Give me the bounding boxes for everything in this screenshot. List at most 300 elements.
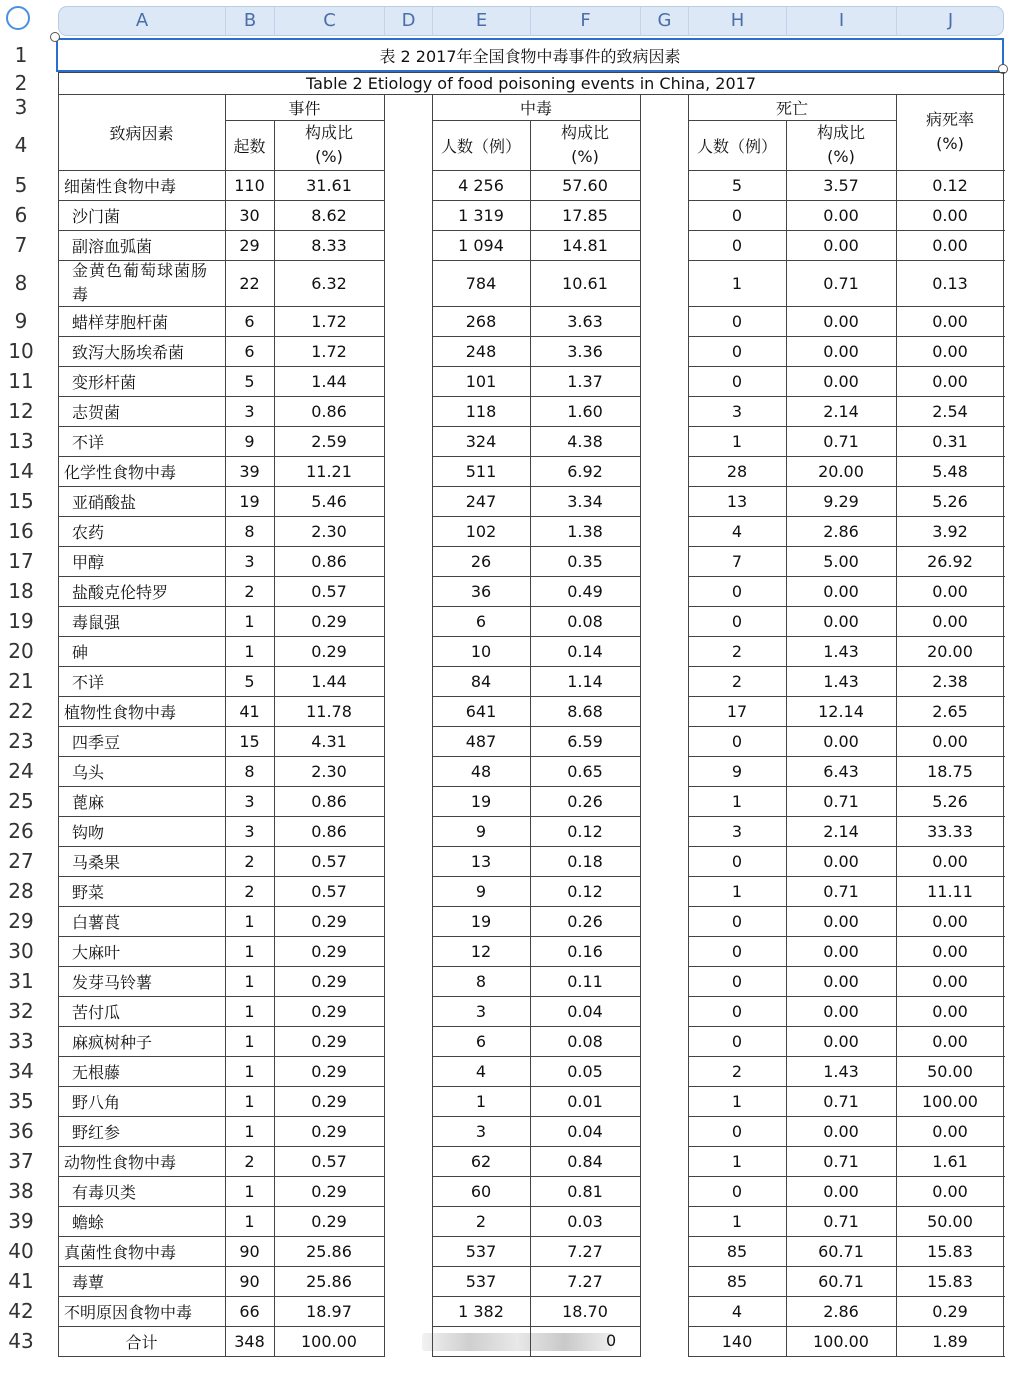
fatality-rate[interactable]: 15.83: [927, 1271, 973, 1291]
death-persons[interactable]: 5: [731, 175, 743, 195]
event-ratio[interactable]: 0.29: [311, 1181, 347, 1201]
poison-ratio[interactable]: 0.03: [567, 1211, 603, 1231]
death-ratio[interactable]: 0.71: [823, 1211, 859, 1231]
event-ratio[interactable]: 0.57: [311, 851, 347, 871]
event-ratio[interactable]: 4.31: [311, 731, 347, 751]
fatality-rate[interactable]: 0.00: [932, 731, 968, 751]
column-header-h[interactable]: H: [689, 7, 787, 35]
factor-label[interactable]: 盐酸克伦特罗: [72, 582, 169, 602]
fatality-rate[interactable]: 2.38: [932, 671, 968, 691]
death-ratio[interactable]: 12.14: [818, 701, 864, 721]
poison-ratio[interactable]: 0.81: [567, 1181, 603, 1201]
death-ratio[interactable]: 0.00: [823, 341, 859, 361]
death-ratio[interactable]: 1.43: [823, 641, 859, 661]
event-count[interactable]: 5: [244, 671, 255, 691]
factor-label[interactable]: 沙门菌: [72, 206, 121, 226]
fatality-rate[interactable]: 0.00: [932, 1001, 968, 1021]
row-header-18[interactable]: 18: [8, 579, 34, 603]
poison-persons[interactable]: 511: [465, 461, 497, 481]
event-ratio[interactable]: 11.78: [306, 701, 352, 721]
fatality-rate[interactable]: 20.00: [927, 641, 973, 661]
death-ratio[interactable]: 0.00: [823, 1031, 859, 1051]
poison-ratio[interactable]: 1.60: [567, 401, 603, 421]
event-ratio[interactable]: 2.59: [311, 431, 347, 451]
death-ratio[interactable]: 0.71: [823, 1151, 859, 1171]
event-ratio[interactable]: 0.86: [311, 401, 347, 421]
poison-ratio[interactable]: 8.68: [567, 701, 603, 721]
event-count[interactable]: 2: [244, 581, 255, 601]
poison-ratio[interactable]: 0.01: [567, 1091, 603, 1111]
event-count[interactable]: 90: [239, 1241, 260, 1261]
poison-ratio[interactable]: 3.36: [567, 341, 603, 361]
event-ratio[interactable]: 31.61: [306, 175, 352, 195]
category-label[interactable]: 化学性食物中毒: [64, 462, 177, 482]
poison-persons[interactable]: 48: [470, 761, 492, 781]
row-header-40[interactable]: 40: [8, 1239, 34, 1263]
factor-label[interactable]: 四季豆: [72, 732, 121, 752]
factor-label[interactable]: 金黄色葡萄球菌肠毒: [72, 261, 209, 304]
poison-ratio[interactable]: 0.16: [567, 941, 603, 961]
event-ratio[interactable]: 0.29: [311, 1061, 347, 1081]
poison-persons[interactable]: 487: [465, 731, 497, 751]
header-death-ratio[interactable]: 构成比 (%): [816, 123, 865, 166]
fatality-rate[interactable]: 0.00: [932, 311, 968, 331]
row-header-41[interactable]: 41: [8, 1269, 34, 1293]
poison-ratio[interactable]: 6.92: [567, 461, 603, 481]
row-header-33[interactable]: 33: [8, 1029, 34, 1053]
poison-persons[interactable]: 1 382: [458, 1301, 504, 1321]
category-label[interactable]: 真菌性食物中毒: [64, 1242, 177, 1262]
column-header-f[interactable]: F: [531, 7, 641, 35]
death-ratio[interactable]: 0.71: [823, 791, 859, 811]
death-persons[interactable]: 0: [731, 1031, 743, 1051]
row-header-32[interactable]: 32: [8, 999, 34, 1023]
event-count[interactable]: 15: [239, 731, 260, 751]
event-ratio[interactable]: 0.86: [311, 551, 347, 571]
poison-persons[interactable]: 8: [475, 971, 487, 991]
poison-persons[interactable]: 13: [470, 851, 492, 871]
death-persons[interactable]: 13: [726, 491, 748, 511]
poison-ratio[interactable]: 4.38: [567, 431, 603, 451]
event-count[interactable]: 3: [244, 551, 255, 571]
header-event-count[interactable]: 起数: [233, 136, 266, 156]
category-label[interactable]: 植物性食物中毒: [64, 702, 177, 722]
event-count[interactable]: 3: [244, 791, 255, 811]
poison-ratio[interactable]: 0.84: [567, 1151, 603, 1171]
poison-persons[interactable]: 4: [475, 1061, 487, 1081]
fatality-rate[interactable]: 0.00: [932, 1031, 968, 1051]
death-persons[interactable]: 140: [721, 1331, 753, 1351]
poison-ratio[interactable]: 0.12: [567, 881, 603, 901]
fatality-rate[interactable]: 26.92: [927, 551, 973, 571]
factor-label[interactable]: 野红参: [72, 1122, 121, 1142]
factor-label[interactable]: 麻疯树种子: [72, 1032, 153, 1052]
poison-persons[interactable]: 36: [470, 581, 492, 601]
death-persons[interactable]: 2: [731, 1061, 743, 1081]
poison-persons[interactable]: 2: [475, 1211, 487, 1231]
header-poisoning[interactable]: 中毒: [519, 98, 552, 118]
header-death[interactable]: 死亡: [775, 98, 808, 118]
row-header-23[interactable]: 23: [8, 729, 34, 753]
poison-persons[interactable]: 6: [475, 1031, 487, 1051]
event-count[interactable]: 5: [244, 371, 255, 391]
fatality-rate[interactable]: 0.31: [932, 431, 968, 451]
event-count[interactable]: 3: [244, 821, 255, 841]
death-ratio[interactable]: 0.00: [823, 611, 859, 631]
death-ratio[interactable]: 0.00: [823, 1001, 859, 1021]
event-count[interactable]: 1: [244, 1091, 255, 1111]
poison-ratio[interactable]: 0.26: [567, 791, 603, 811]
event-count[interactable]: 1: [244, 1211, 255, 1231]
header-events[interactable]: 事件: [288, 98, 321, 118]
event-count[interactable]: 348: [234, 1331, 265, 1351]
poison-persons[interactable]: 6: [475, 611, 487, 631]
poison-persons[interactable]: 784: [465, 273, 497, 293]
poison-ratio[interactable]: 57.60: [562, 175, 608, 195]
table-title-cn[interactable]: 表 2 2017年全国食物中毒事件的致病因素: [56, 38, 1004, 72]
event-count[interactable]: 2: [244, 881, 255, 901]
event-count[interactable]: 2: [244, 1151, 255, 1171]
row-header-17[interactable]: 17: [8, 549, 34, 573]
event-ratio[interactable]: 0.29: [311, 971, 347, 991]
poison-persons[interactable]: 641: [465, 701, 497, 721]
poison-persons[interactable]: 62: [470, 1151, 492, 1171]
death-persons[interactable]: 1: [731, 1091, 743, 1111]
event-ratio[interactable]: 25.86: [306, 1241, 352, 1261]
fatality-rate[interactable]: 0.00: [932, 911, 968, 931]
death-persons[interactable]: 2: [731, 641, 743, 661]
death-persons[interactable]: 0: [731, 1181, 743, 1201]
poison-persons[interactable]: 9: [475, 881, 487, 901]
event-count[interactable]: 6: [244, 311, 255, 331]
row-header-15[interactable]: 15: [8, 489, 34, 513]
poison-ratio[interactable]: 1.38: [567, 521, 603, 541]
factor-label[interactable]: 致泻大肠埃希菌: [72, 342, 185, 362]
row-header-6[interactable]: 6: [14, 203, 28, 227]
event-ratio[interactable]: 1.72: [311, 341, 347, 361]
death-persons[interactable]: 3: [731, 821, 743, 841]
death-ratio[interactable]: 100.00: [813, 1331, 869, 1351]
event-ratio[interactable]: 25.86: [306, 1271, 352, 1291]
event-count[interactable]: 1: [244, 911, 255, 931]
death-persons[interactable]: 0: [731, 235, 743, 255]
death-persons[interactable]: 1: [731, 881, 743, 901]
event-count[interactable]: 9: [244, 431, 255, 451]
poison-ratio[interactable]: 1.14: [567, 671, 603, 691]
poison-persons[interactable]: 101: [465, 371, 497, 391]
poison-persons[interactable]: 102: [465, 521, 497, 541]
event-ratio[interactable]: 0.29: [311, 1001, 347, 1021]
death-ratio[interactable]: 20.00: [818, 461, 864, 481]
death-ratio[interactable]: 1.43: [823, 1061, 859, 1081]
event-count[interactable]: 29: [239, 235, 260, 255]
death-persons[interactable]: 0: [731, 611, 743, 631]
factor-label[interactable]: 甲醇: [72, 552, 105, 572]
poison-ratio[interactable]: 17.85: [562, 205, 608, 225]
factor-label[interactable]: 野菜: [72, 882, 105, 902]
event-count[interactable]: 22: [239, 273, 260, 293]
total-label[interactable]: 合计: [125, 1332, 158, 1352]
header-fatality-rate[interactable]: 病死率 (%): [925, 110, 974, 153]
row-header-38[interactable]: 38: [8, 1179, 34, 1203]
row-header-30[interactable]: 30: [8, 939, 34, 963]
death-ratio[interactable]: 3.57: [823, 175, 859, 195]
poison-persons[interactable]: 1: [475, 1091, 487, 1111]
death-ratio[interactable]: 0.00: [823, 205, 859, 225]
fatality-rate[interactable]: 0.00: [932, 611, 968, 631]
event-count[interactable]: 30: [239, 205, 260, 225]
event-ratio[interactable]: 0.29: [311, 611, 347, 631]
poison-persons[interactable]: 4 256: [458, 175, 504, 195]
event-count[interactable]: 110: [234, 175, 265, 195]
death-persons[interactable]: 0: [731, 311, 743, 331]
death-persons[interactable]: 1: [731, 1211, 743, 1231]
poison-persons[interactable]: 10: [470, 641, 492, 661]
event-ratio[interactable]: 0.29: [311, 941, 347, 961]
event-ratio[interactable]: 0.57: [311, 581, 347, 601]
header-event-ratio[interactable]: 构成比 (%): [304, 123, 353, 166]
event-ratio[interactable]: 6.32: [311, 273, 347, 293]
column-header-c[interactable]: C: [275, 7, 385, 35]
death-persons[interactable]: 7: [731, 551, 743, 571]
fatality-rate[interactable]: 0.00: [932, 341, 968, 361]
poison-ratio[interactable]: 0.49: [567, 581, 603, 601]
fatality-rate[interactable]: 50.00: [927, 1211, 973, 1231]
event-ratio[interactable]: 8.62: [311, 205, 347, 225]
death-ratio[interactable]: 0.00: [823, 235, 859, 255]
poison-persons[interactable]: 537: [465, 1271, 497, 1291]
poison-persons[interactable]: 19: [470, 911, 492, 931]
fatality-rate[interactable]: 0.00: [932, 205, 968, 225]
death-ratio[interactable]: 0.00: [823, 371, 859, 391]
poison-persons[interactable]: 247: [465, 491, 497, 511]
column-header-j[interactable]: J: [897, 7, 1004, 35]
row-header-36[interactable]: 36: [8, 1119, 34, 1143]
death-ratio[interactable]: 2.86: [823, 521, 859, 541]
death-ratio[interactable]: 2.14: [823, 401, 859, 421]
death-persons[interactable]: 0: [731, 1001, 743, 1021]
event-count[interactable]: 1: [244, 611, 255, 631]
death-persons[interactable]: 0: [731, 941, 743, 961]
event-ratio[interactable]: 0.29: [311, 911, 347, 931]
event-ratio[interactable]: 1.72: [311, 311, 347, 331]
poison-ratio[interactable]: 0.08: [567, 611, 603, 631]
row-header-13[interactable]: 13: [8, 429, 34, 453]
fatality-rate[interactable]: 5.48: [932, 461, 968, 481]
event-ratio[interactable]: 5.46: [311, 491, 347, 511]
poison-total-redacted[interactable]: [432, 1326, 640, 1356]
death-persons[interactable]: 9: [731, 761, 743, 781]
death-persons[interactable]: 0: [731, 581, 743, 601]
event-count[interactable]: 6: [244, 341, 255, 361]
poison-ratio[interactable]: 1.37: [567, 371, 603, 391]
event-count[interactable]: 1: [244, 1001, 255, 1021]
death-persons[interactable]: 85: [726, 1241, 748, 1261]
event-ratio[interactable]: 1.44: [311, 371, 347, 391]
row-header-34[interactable]: 34: [8, 1059, 34, 1083]
factor-label[interactable]: 苦付瓜: [72, 1002, 121, 1022]
death-ratio[interactable]: 0.00: [823, 731, 859, 751]
event-count[interactable]: 1: [244, 941, 255, 961]
row-header-4[interactable]: 4: [14, 133, 28, 157]
factor-label[interactable]: 大麻叶: [72, 942, 121, 962]
row-header-29[interactable]: 29: [8, 909, 34, 933]
poison-ratio[interactable]: 0.04: [567, 1001, 603, 1021]
poison-ratio[interactable]: 0.14: [567, 641, 603, 661]
death-ratio[interactable]: 60.71: [818, 1271, 864, 1291]
event-ratio[interactable]: 0.57: [311, 881, 347, 901]
event-ratio[interactable]: 1.44: [311, 671, 347, 691]
poison-ratio[interactable]: 0.26: [567, 911, 603, 931]
event-ratio[interactable]: 0.29: [311, 1031, 347, 1051]
poison-ratio[interactable]: 0.35: [567, 551, 603, 571]
death-ratio[interactable]: 0.00: [823, 311, 859, 331]
death-persons[interactable]: 0: [731, 371, 743, 391]
poison-ratio[interactable]: 0.04: [567, 1121, 603, 1141]
fatality-rate[interactable]: 1.61: [932, 1151, 968, 1171]
row-header-22[interactable]: 22: [8, 699, 34, 723]
fatality-rate[interactable]: 0.00: [932, 581, 968, 601]
event-count[interactable]: 8: [244, 761, 255, 781]
poison-ratio[interactable]: 10.61: [562, 273, 608, 293]
death-ratio[interactable]: 0.71: [823, 881, 859, 901]
poison-persons[interactable]: 537: [465, 1241, 497, 1261]
event-ratio[interactable]: 11.21: [306, 461, 352, 481]
event-count[interactable]: 39: [239, 461, 260, 481]
fatality-rate[interactable]: 100.00: [922, 1091, 978, 1111]
event-count[interactable]: 1: [244, 641, 255, 661]
row-header-26[interactable]: 26: [8, 819, 34, 843]
death-persons[interactable]: 3: [731, 401, 743, 421]
row-header-16[interactable]: 16: [8, 519, 34, 543]
fatality-rate[interactable]: 0.00: [932, 851, 968, 871]
header-death-persons[interactable]: 人数（例）: [696, 136, 777, 156]
event-ratio[interactable]: 0.29: [311, 1211, 347, 1231]
row-header-8[interactable]: 8: [14, 271, 28, 295]
row-header-19[interactable]: 19: [8, 609, 34, 633]
death-ratio[interactable]: 0.00: [823, 911, 859, 931]
death-ratio[interactable]: 0.00: [823, 851, 859, 871]
row-header-21[interactable]: 21: [8, 669, 34, 693]
death-persons[interactable]: 0: [731, 851, 743, 871]
header-poison-ratio[interactable]: 构成比 (%): [560, 123, 609, 166]
death-persons[interactable]: 1: [731, 791, 743, 811]
death-persons[interactable]: 0: [731, 341, 743, 361]
factor-label[interactable]: 农药: [72, 522, 105, 542]
death-ratio[interactable]: 1.43: [823, 671, 859, 691]
fatality-rate[interactable]: 3.92: [932, 521, 968, 541]
death-ratio[interactable]: 0.71: [823, 273, 859, 293]
death-ratio[interactable]: 2.14: [823, 821, 859, 841]
row-header-14[interactable]: 14: [8, 459, 34, 483]
category-label[interactable]: 动物性食物中毒: [64, 1152, 177, 1172]
death-persons[interactable]: 4: [731, 521, 743, 541]
death-persons[interactable]: 28: [726, 461, 748, 481]
factor-label[interactable]: 无根藤: [72, 1062, 121, 1082]
event-count[interactable]: 1: [244, 1181, 255, 1201]
select-all-corner[interactable]: [0, 0, 46, 38]
death-persons[interactable]: 4: [731, 1301, 743, 1321]
death-persons[interactable]: 1: [731, 431, 743, 451]
row-header-35[interactable]: 35: [8, 1089, 34, 1113]
death-ratio[interactable]: 0.00: [823, 1181, 859, 1201]
factor-label[interactable]: 砷: [72, 642, 89, 662]
event-count[interactable]: 2: [244, 851, 255, 871]
fatality-rate[interactable]: 0.00: [932, 971, 968, 991]
factor-label[interactable]: 毒鼠强: [72, 612, 121, 632]
poison-persons[interactable]: 26: [470, 551, 492, 571]
fatality-rate[interactable]: 0.13: [932, 273, 968, 293]
factor-label[interactable]: 乌头: [72, 762, 105, 782]
event-count[interactable]: 66: [239, 1301, 260, 1321]
column-header-d[interactable]: D: [385, 7, 433, 35]
poison-persons[interactable]: 3: [475, 1121, 487, 1141]
fatality-rate[interactable]: 5.26: [932, 491, 968, 511]
column-header-i[interactable]: I: [787, 7, 897, 35]
poison-persons[interactable]: 1 319: [458, 205, 504, 225]
event-count[interactable]: 1: [244, 1121, 255, 1141]
fatality-rate[interactable]: 0.00: [932, 941, 968, 961]
row-header-20[interactable]: 20: [8, 639, 34, 663]
factor-label[interactable]: 发芽马铃薯: [72, 972, 153, 992]
death-persons[interactable]: 1: [731, 273, 743, 293]
factor-label[interactable]: 有毒贝类: [72, 1182, 137, 1202]
factor-label[interactable]: 志贺菌: [72, 402, 121, 422]
poison-ratio[interactable]: 0.12: [567, 821, 603, 841]
row-header-39[interactable]: 39: [8, 1209, 34, 1233]
row-header-5[interactable]: 5: [14, 173, 28, 197]
fatality-rate[interactable]: 0.00: [932, 1181, 968, 1201]
event-count[interactable]: 8: [244, 521, 255, 541]
event-ratio[interactable]: 18.97: [306, 1301, 352, 1321]
death-ratio[interactable]: 6.43: [823, 761, 859, 781]
poison-persons[interactable]: 118: [465, 401, 497, 421]
death-persons[interactable]: 0: [731, 971, 743, 991]
row-header-37[interactable]: 37: [8, 1149, 34, 1173]
fatality-rate[interactable]: 0.29: [932, 1301, 968, 1321]
column-header-b[interactable]: B: [226, 7, 275, 35]
fatality-rate[interactable]: 2.54: [932, 401, 968, 421]
event-count[interactable]: 1: [244, 1061, 255, 1081]
death-ratio[interactable]: 60.71: [818, 1241, 864, 1261]
event-count[interactable]: 19: [239, 491, 260, 511]
death-persons[interactable]: 17: [726, 701, 748, 721]
poison-persons[interactable]: 60: [470, 1181, 492, 1201]
poison-ratio[interactable]: 7.27: [567, 1271, 603, 1291]
column-header-e[interactable]: E: [433, 7, 531, 35]
factor-label[interactable]: 钩吻: [72, 822, 105, 842]
poison-ratio[interactable]: 0.11: [567, 971, 603, 991]
factor-label[interactable]: 蟾蜍: [72, 1212, 105, 1232]
row-header-28[interactable]: 28: [8, 879, 34, 903]
row-header-1[interactable]: 1: [14, 43, 28, 67]
poison-persons[interactable]: 248: [465, 341, 497, 361]
fatality-rate[interactable]: 0.00: [932, 235, 968, 255]
death-persons[interactable]: 0: [731, 1121, 743, 1141]
factor-label[interactable]: 野八角: [72, 1092, 121, 1112]
event-ratio[interactable]: 0.86: [311, 791, 347, 811]
header-factor[interactable]: 致病因素: [109, 123, 174, 143]
death-ratio[interactable]: 0.00: [823, 971, 859, 991]
row-header-43[interactable]: 43: [8, 1329, 34, 1353]
fatality-rate[interactable]: 50.00: [927, 1061, 973, 1081]
event-count[interactable]: 3: [244, 401, 255, 421]
poison-ratio[interactable]: 0.18: [567, 851, 603, 871]
factor-label[interactable]: 毒蕈: [72, 1272, 105, 1292]
poison-ratio[interactable]: 3.34: [567, 491, 603, 511]
poison-ratio[interactable]: 0.05: [567, 1061, 603, 1081]
event-ratio[interactable]: 0.57: [311, 1151, 347, 1171]
